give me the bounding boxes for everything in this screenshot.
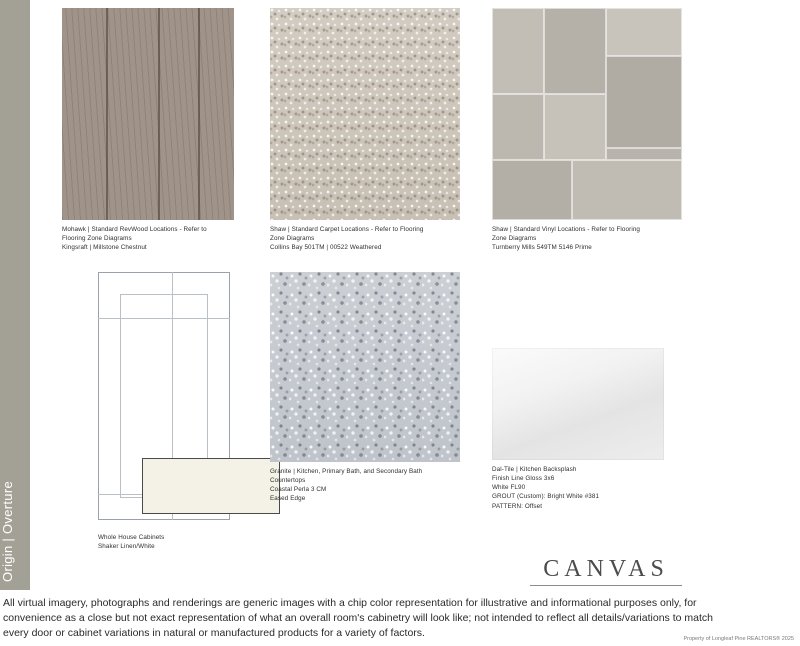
swatch-caption-cabinets: Whole House Cabinets Shaker Linen/White — [98, 534, 165, 551]
swatch-block-whole-house-cabinets — [62, 272, 252, 552]
vinyl-tile — [544, 94, 606, 160]
vinyl-tile — [572, 160, 682, 220]
collection-label: Origin | Overture — [0, 481, 15, 582]
swatch-image-granite — [270, 272, 460, 462]
swatch-image-carpet — [270, 8, 460, 220]
copyright-notice: Property of Longleaf Pine REALTORS® 2025 — [683, 636, 794, 642]
swatch-block-countertop-granite — [270, 272, 460, 504]
wood-plank-seam — [106, 8, 108, 220]
canvas-logo-rule — [530, 585, 682, 586]
swatch-caption-carpet: Shaw | Standard Carpet Locations - Refer to Flooring Zone Diagrams Collins Bay 501TM | 00522 Weathered — [270, 226, 424, 252]
disclaimer-line-1: All virtual imagery, photographs and renderings are generic images with a chip color representation for illustrative and informational purposes only, for — [3, 597, 697, 609]
swatch-image-vinyl — [492, 8, 682, 220]
vinyl-tile — [544, 8, 606, 94]
left-color-bar — [0, 0, 30, 590]
swatch-caption-granite: Granite | Kitchen, Primary Bath, and Secondary Bath Countertops Coastal Perla 3 CM Eased Edge — [270, 468, 423, 503]
canvas-logo-text: CANVAS — [543, 556, 669, 582]
vinyl-tile — [606, 8, 682, 56]
disclaimer-line-3: every door or cabinet variations in natural or manufactured products for a variety of factors. — [3, 627, 425, 640]
selection-sheet — [30, 0, 800, 646]
swatch-block-flooring-revwood — [62, 8, 234, 252]
swatch-block-backsplash-tile — [492, 348, 664, 511]
canvas-logo — [530, 556, 682, 586]
swatch-image-backsplash — [492, 348, 664, 460]
cabinet-door-rail — [98, 318, 230, 319]
vinyl-tile — [606, 148, 682, 160]
swatch-image-revwood — [62, 8, 234, 220]
swatch-caption-revwood: Mohawk | Standard RevWood Locations - Refer to Flooring Zone Diagrams Kingsraft | Millstone Chestnut — [62, 226, 207, 252]
wood-plank-seam — [198, 8, 200, 220]
vinyl-tile — [492, 94, 544, 160]
cabinet-color-chip — [142, 458, 280, 514]
swatch-caption-backsplash: Dal-Tile | Kitchen Backsplash Finish Line Gloss 3x6 White FL90 GROUT (Custom): Bright White #381 PATTERN: Offset — [492, 466, 600, 510]
vinyl-tile — [492, 160, 572, 220]
vinyl-tile — [492, 8, 544, 94]
vinyl-tile — [606, 56, 682, 148]
swatch-caption-vinyl: Shaw | Standard Vinyl Locations - Refer to Flooring Zone Diagrams Turnberry Mills 549TM 5146 Prime — [492, 226, 641, 252]
disclaimer-text — [3, 596, 795, 642]
disclaimer-line-2: convenience as a close but not exact representation of what an overall room's cabinetry will look like; not intended to reflect all details/variations to match — [3, 612, 713, 625]
swatch-block-flooring-vinyl — [492, 8, 682, 252]
wood-plank-seam — [158, 8, 160, 220]
swatch-block-flooring-carpet — [270, 8, 460, 252]
